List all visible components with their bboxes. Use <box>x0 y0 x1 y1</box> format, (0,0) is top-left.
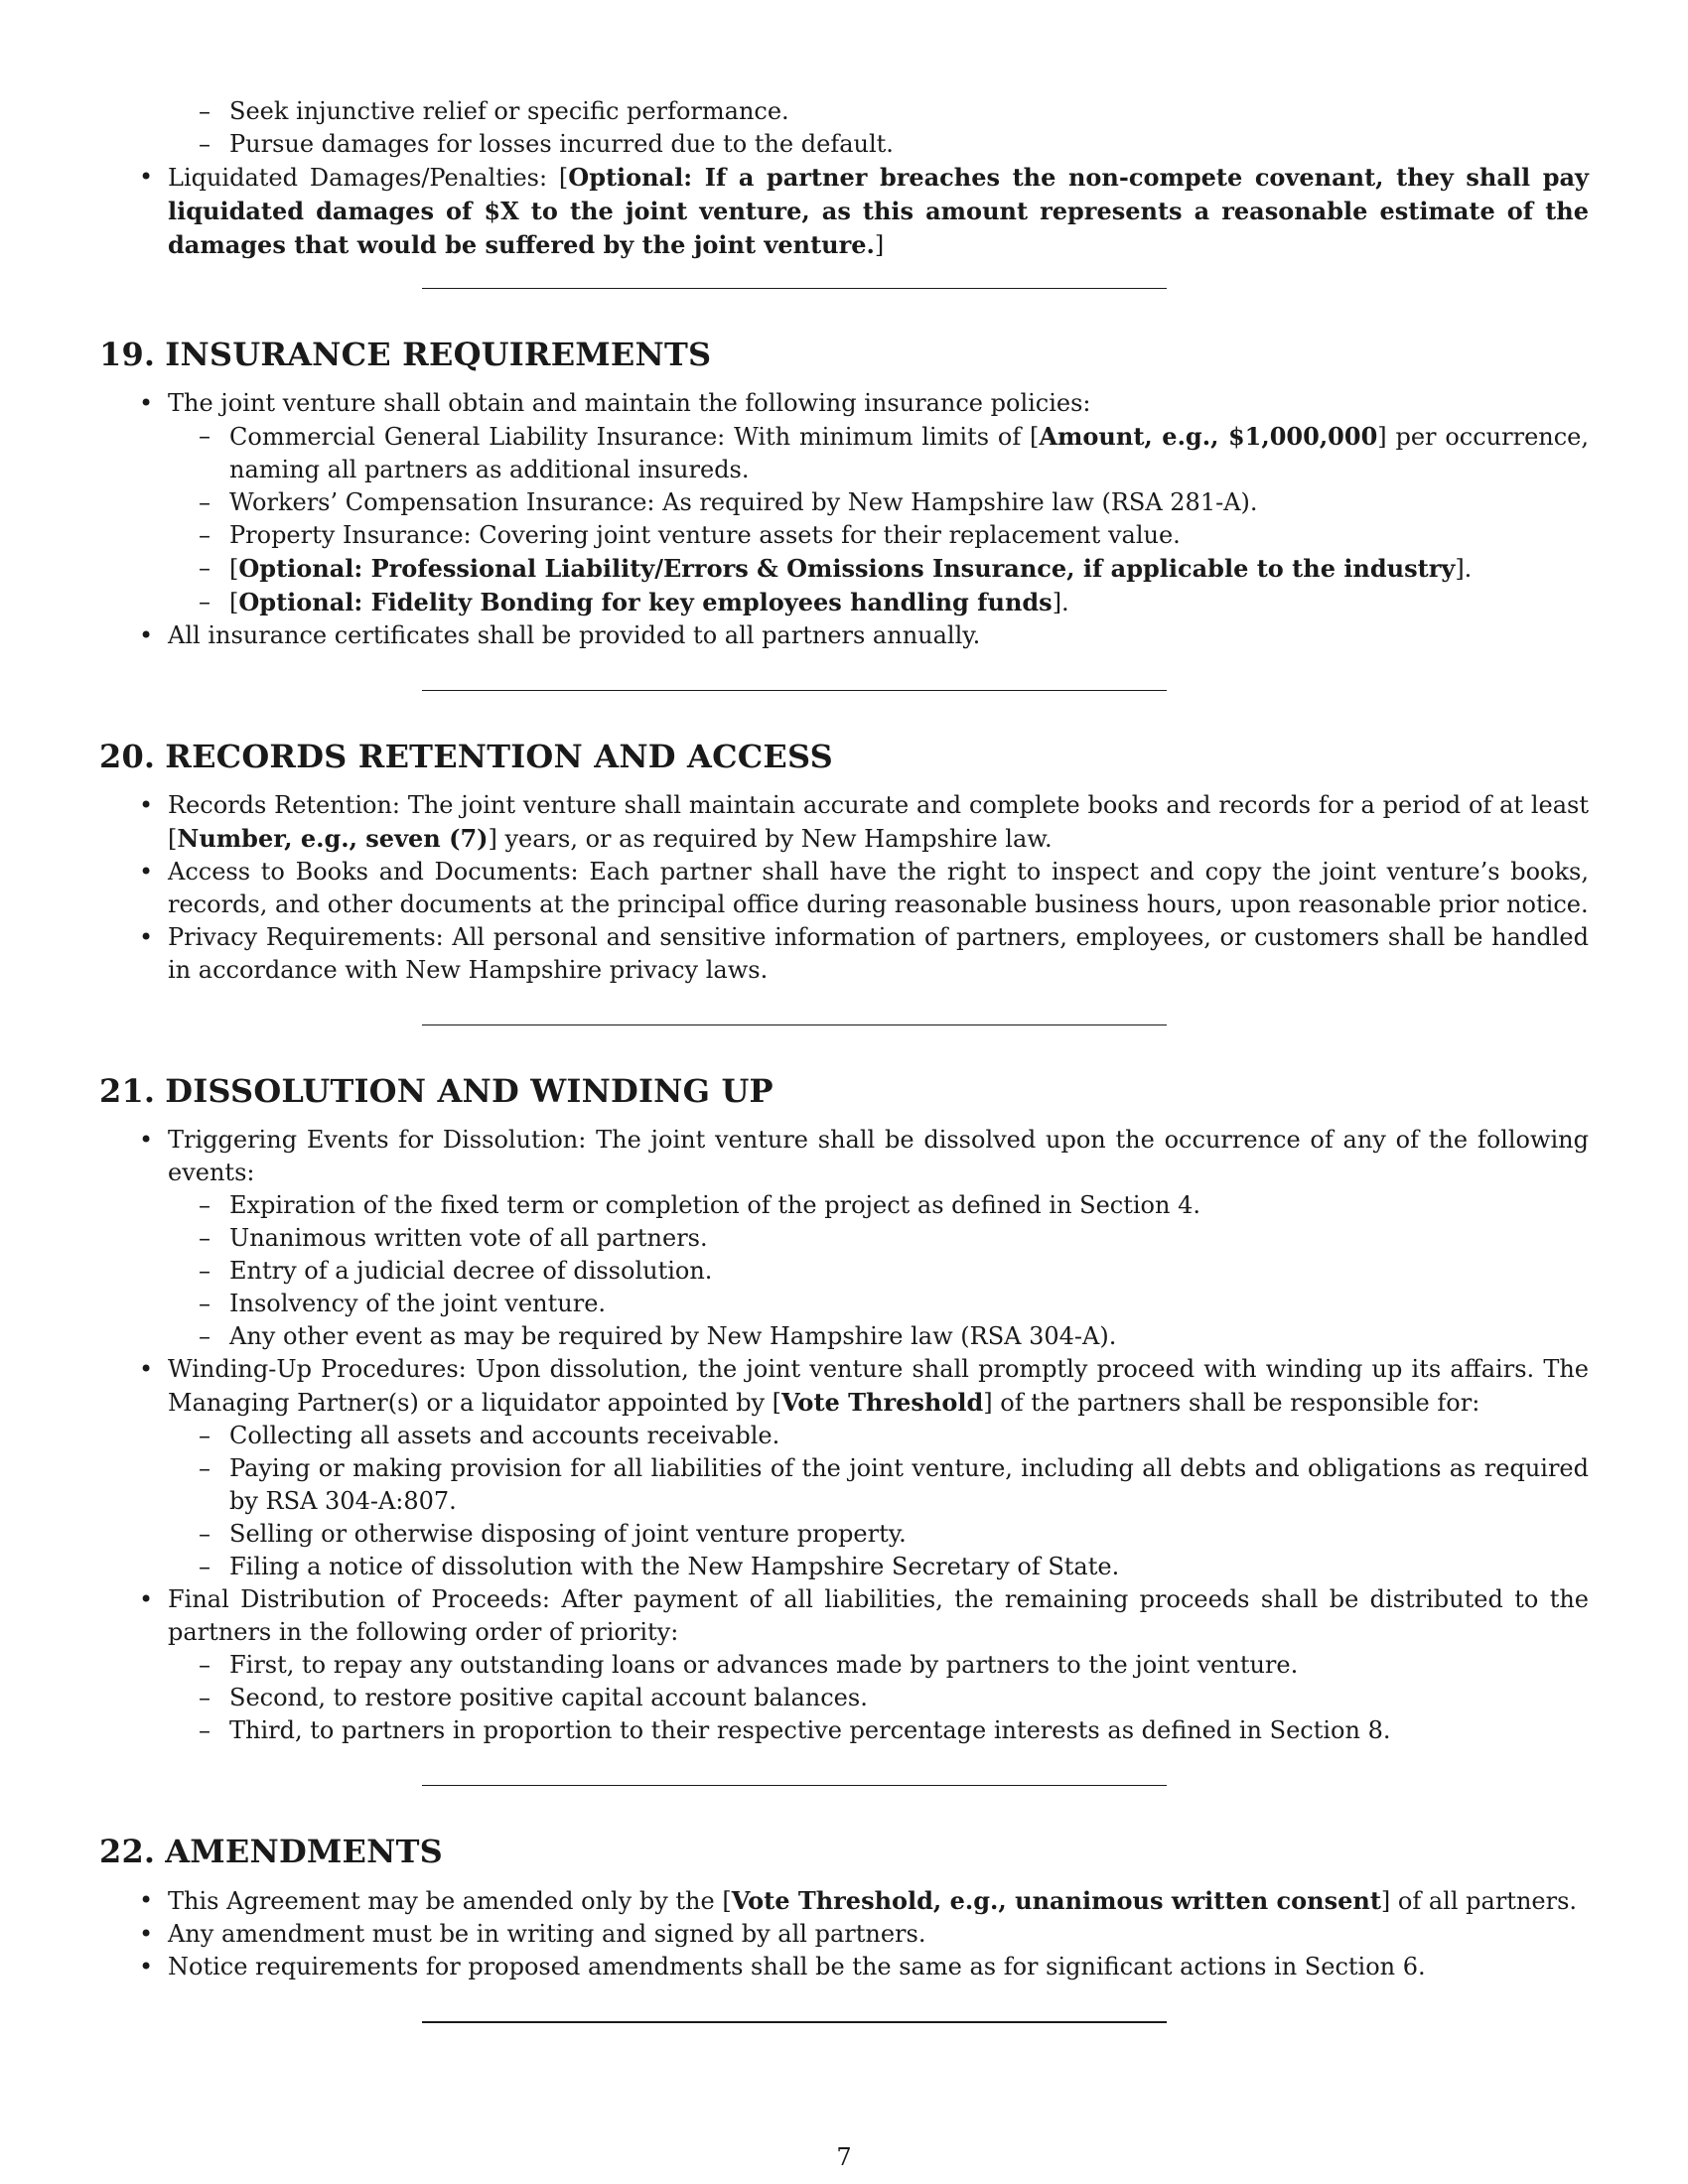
page-number: 7 <box>836 2143 852 2171</box>
list-item: – Any other event as may be required by New Hampshire law (RSA 304-A). <box>168 1320 1589 1353</box>
list-item: – Unanimous written vote of all partners. <box>168 1222 1589 1255</box>
section-divider <box>422 2021 1167 2023</box>
list-item: – Paying or making provision for all liabilities of the joint venture, including all debts and obligations as required by RSA 304-A:807. <box>168 1452 1589 1518</box>
list-item: – Workers’ Compensation Insurance: As required by New Hampshire law (RSA 281-A). <box>168 486 1589 519</box>
list-item: – Entry of a judicial decree of dissolution. <box>168 1255 1589 1288</box>
list-item: – [Optional: Professional Liability/Errors & Omissions Insurance, if applicable to the industry]. <box>168 552 1589 586</box>
section-heading-21: 21. DISSOLUTION AND WINDING UP <box>99 1072 774 1110</box>
liquidated-damages-item: • Liquidated Damages/Penalties: [Optional: If a partner breaches the non-compete covenant, they shall pay liquidated damages of $X to the joint venture, as this amount represents a reasonable estimate of the damages that would be suffered by the joint venture.] <box>99 161 1589 262</box>
list-item: – Collecting all assets and accounts receivable. <box>168 1420 1589 1452</box>
continued-sub-container <box>99 95 1589 161</box>
list-item: • Winding-Up Procedures: Upon dissolution, the joint venture shall promptly proceed with winding up its affairs. The Managing Partner(s) or a liquidator appointed by [Vote Threshold] of the partners shall be responsible for: – Collecting all assets and accounts receivable. – Paying or making provision for all liabilities of the joint venture, including all debts and obligations as required by RSA 304-A:807. – Selling or otherwise disposing of joint venture property. – Filing a notice of dissolution with the New Hampshire Secretary of State. <box>99 1353 1589 1583</box>
list-item: – Commercial General Liability Insurance: With minimum limits of [Amount, e.g., $1,000,000] per occurrence, naming all partners as additional insureds. <box>168 420 1589 486</box>
section-heading-20: 20. RECORDS RETENTION AND ACCESS <box>99 738 833 775</box>
document-page <box>99 95 1589 2023</box>
section-19-list <box>99 387 1589 652</box>
list-item: – Seek injunctive relief or specific performance. <box>168 95 1589 128</box>
list-item: – [Optional: Fidelity Bonding for key employees handling funds]. <box>168 586 1589 619</box>
section-divider <box>422 1024 1167 1025</box>
section-divider <box>422 1785 1167 1786</box>
list-item: – Selling or otherwise disposing of joint venture property. <box>168 1518 1589 1551</box>
final-distribution-sublist <box>106 1649 1589 1747</box>
list-item: – Third, to partners in proportion to their respective percentage interests as defined in Section 8. <box>168 1714 1589 1747</box>
section-21-list <box>99 1124 1589 1747</box>
section-divider <box>422 288 1167 289</box>
winding-sublist <box>106 1420 1589 1583</box>
list-item: – Property Insurance: Covering joint venture assets for their replacement value. <box>168 519 1589 552</box>
section-heading-22: 22. AMENDMENTS <box>99 1833 443 1870</box>
list-item: • Access to Books and Documents: Each partner shall have the right to inspect and copy the joint venture’s books, records, and other documents at the principal office during reasonable business hours, upon reasonable prior notice. <box>99 856 1589 921</box>
section-20-list <box>99 789 1589 987</box>
list-item: • Final Distribution of Proceeds: After payment of all liabilities, the remaining proceeds shall be distributed to the partners in the following order of priority: – First, to repay any outstanding loans or advances made by partners to the joint venture. – Second, to restore positive capital account balances. – Third, to partners in proportion to their respective percentage interests as defined in Section 8. <box>99 1583 1589 1747</box>
list-item: – Second, to restore positive capital account balances. <box>168 1682 1589 1714</box>
insurance-sublist <box>106 420 1589 619</box>
list-item: – First, to repay any outstanding loans or advances made by partners to the joint venture. <box>168 1649 1589 1682</box>
list-item: • This Agreement may be amended only by the [Vote Threshold, e.g., unanimous written consent] of all partners. <box>99 1884 1589 1918</box>
list-item: • Privacy Requirements: All personal and sensitive information of partners, employees, or customers shall be handled in accordance with New Hampshire privacy laws. <box>99 921 1589 987</box>
list-item: • Records Retention: The joint venture shall maintain accurate and complete books and records for a period of at least [Number, e.g., seven (7)] years, or as required by New Hampshire law. <box>99 789 1589 856</box>
list-item: – Filing a notice of dissolution with the New Hampshire Secretary of State. <box>168 1551 1589 1583</box>
list-item: – Pursue damages for losses incurred due to the default. <box>168 128 1589 161</box>
triggering-sublist <box>106 1189 1589 1353</box>
list-item: • The joint venture shall obtain and maintain the following insurance policies: – Commercial General Liability Insurance: With minimum limits of [Amount, e.g., $1,000,000] per occurrence, naming all partners as additional insureds. – Workers’ Compensation Insurance: As required by New Hampshire law (RSA 281-A). – Property Insurance: Covering joint venture assets for their replacement value. – [Optional: Professional Liability/Errors & Omissions Insurance, if applicable to the industry]. – [Optional: Fidelity Bonding for key employees handling funds]. <box>99 387 1589 619</box>
remedy-sublist <box>99 95 1589 161</box>
list-item: • Notice requirements for proposed amendments shall be the same as for significant actions in Section 6. <box>99 1951 1589 1983</box>
section-heading-19: 19. INSURANCE REQUIREMENTS <box>99 336 712 373</box>
list-item: • Any amendment must be in writing and signed by all partners. <box>99 1918 1589 1951</box>
continued-list <box>99 95 1589 262</box>
section-divider <box>422 690 1167 691</box>
list-item: – Insolvency of the joint venture. <box>168 1288 1589 1320</box>
list-item: – Expiration of the fixed term or completion of the project as defined in Section 4. <box>168 1189 1589 1222</box>
list-item: • All insurance certificates shall be provided to all partners annually. <box>99 619 1589 652</box>
list-item: • Triggering Events for Dissolution: The joint venture shall be dissolved upon the occurrence of any of the following events: – Expiration of the fixed term or completion of the project as defined in Section 4. – Unanimous written vote of all partners. – Entry of a judicial decree of dissolution. – Insolvency of the joint venture. – Any other event as may be required by New Hampshire law (RSA 304-A). <box>99 1124 1589 1353</box>
section-22-list <box>99 1884 1589 1983</box>
